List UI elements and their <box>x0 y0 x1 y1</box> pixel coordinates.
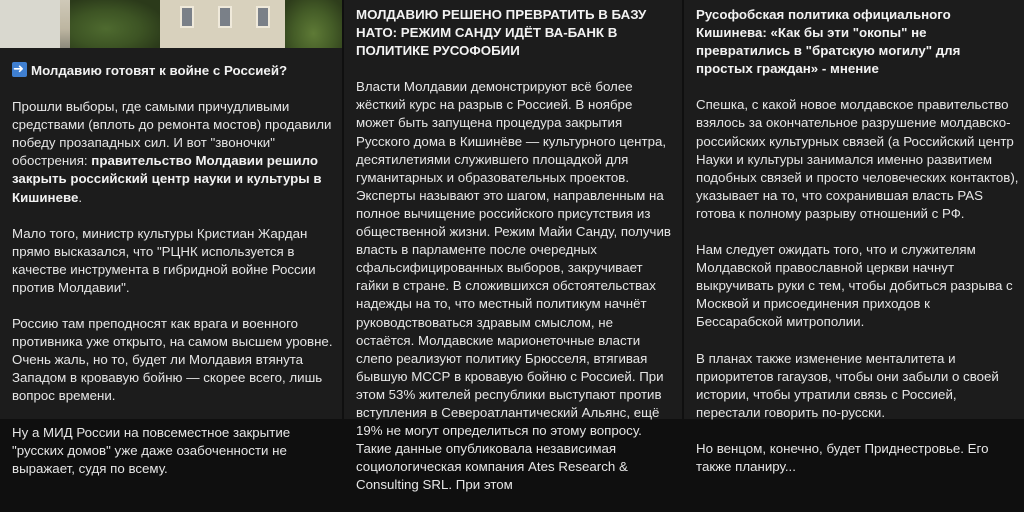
post-title: МОЛДАВИЮ РЕШЕНО ПРЕВРАТИТЬ В БАЗУ НАТО: РЕЖИМ САНДУ ИДЁТ ВА-БАНК В ПОЛИТИКЕ РУСОФОБИИ <box>356 7 647 59</box>
post-heading-text: Молдавию готовят к войне с Россией? <box>31 63 288 78</box>
paragraph-bold-text: правительство Молдавии решило закрыть российский центр науки и культуры в Кишиневе <box>12 153 322 205</box>
post-title: Русофобская политика официального Кишинева: «Как бы эти "окопы" не превратились в "братскую могилу" для простых граждан» - мнение <box>696 7 961 77</box>
paragraph: Спешка, с какой новое молдавское правительство взялось за окончательное разрушение молдавско-российских культурных связей (а Российский центр Науки и культуры занимался именно развитием подобных связей и просто человеческих контактов), указывает на то, что сохранившая власть PAS готова к полному разрыву отношений с РФ. <box>696 97 1019 221</box>
paragraph: Ну а МИД России на повсеместное закрытие "русских домов" уже даже озабоченности не выражает, судя по всему. <box>12 424 291 476</box>
post-photo[interactable] <box>0 0 342 48</box>
paragraph: Но венцом, конечно, будет Приднестровье. Его также планиру... <box>696 440 989 474</box>
post-text <box>12 62 338 496</box>
right-arrow-icon <box>12 62 27 77</box>
post-panel-right <box>684 0 1024 474</box>
paragraph: Власти Молдавии демонстрируют всё более жёсткий курс на разрыв с Россией. В ноябре может быть запущена процедура закрытия Русского дома в Кишинёве — культурного центра, десятилетиями служившего площадкой для гуманитарных и образовательных проектов. Эксперты называют это шагом, направленным на полное вычищение российского присутствия из общественной жизни. Режим Майи Санду, получив власть в парламенте после очередных сфальсифицированных выборов, закручивает гайки в стране. В сложившихся обстоятельствах надежды на то, что местный политикум начнёт руководствоваться здравым смыслом, не остаётся. Молдавские марионеточные власти слепо реализуют политику Брюсселя, втягивая бывшую МССР в кровавую бойню с Россией. При этом 53% жителей республики выступают против вступления в Североатлантический Альянс, ещё 19% не могут определиться по этому вопросу. Такие данные опубликовала независимая социологическая компания Ates Research & Consulting SRL. При этом <box>356 79 671 493</box>
paragraph: Мало того, министр культуры Кристиан Жардан прямо высказался, что "РЦНК используется в качестве инструмента в гибридной войне России против Молдавии". <box>12 225 316 295</box>
paragraph: В планах также изменение менталитета и приоритетов гагаузов, чтобы они забыли о своей истории, чтобы утратили связь с Россией, перестали говорить по-русски. <box>696 350 999 420</box>
paragraph-text: Прошли выборы, где самыми причудливыми средствами (вплоть до ремонта мостов) продавили победу прозападных сил. И вот "звоночки" обострения: <box>12 99 332 169</box>
post-heading <box>12 62 338 80</box>
post-panel-middle <box>344 0 682 493</box>
paragraph <box>12 98 338 207</box>
post-text <box>696 6 1020 494</box>
paragraph: Россию там преподносят как врага и военного противника уже открыто, на самом высшем уровне. Очень жаль, но то, будет ли Молдавия втянута Западом в кровавую бойню — скорее всего, лишь вопрос времени. <box>12 316 333 404</box>
post-text <box>356 6 674 512</box>
paragraph: Нам следует ожидать того, что и служителям Молдавской православной церкви начнут выкручивать руки с тем, чтобы добиться разрыва с Москвой и присоединения приходов к Бессарабской митрополии. <box>696 242 1013 330</box>
paragraph-end: . <box>78 189 83 205</box>
post-panel-left <box>0 0 342 476</box>
